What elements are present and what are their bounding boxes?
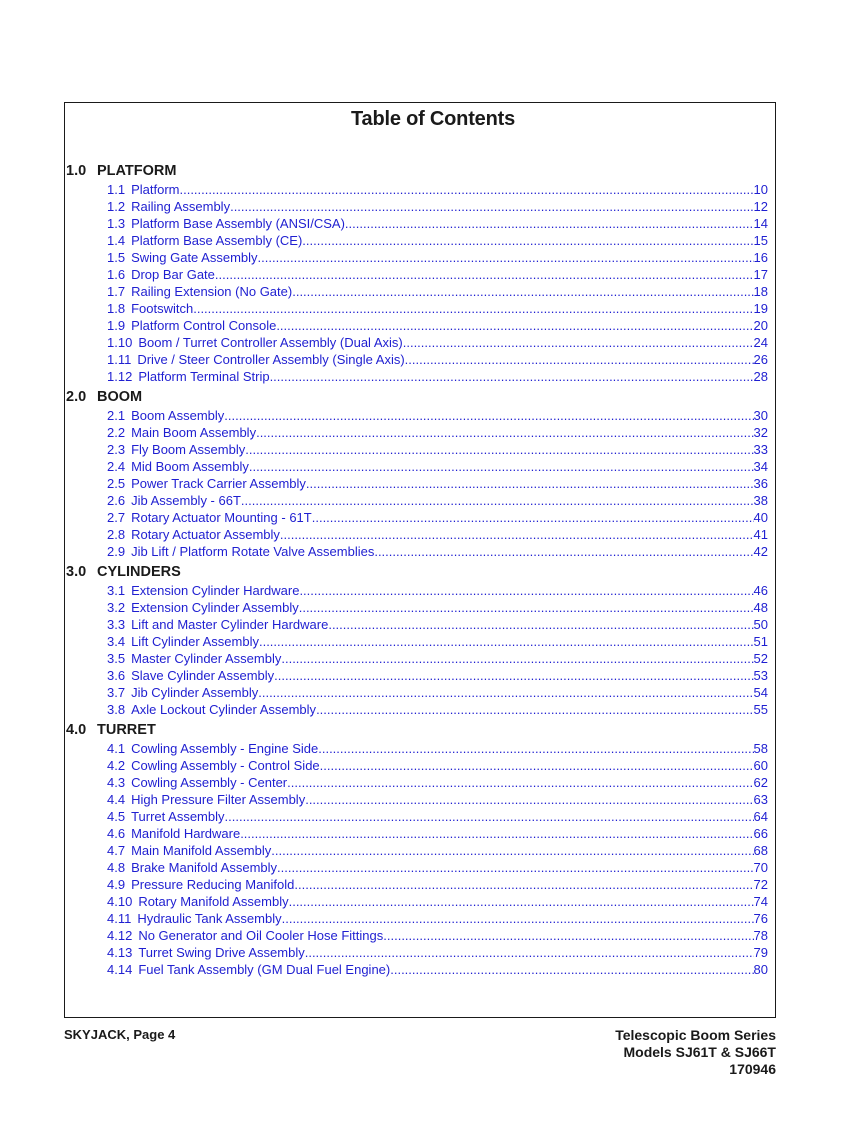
- toc-entry-text: [107, 249, 258, 266]
- dot-leader: [277, 859, 754, 876]
- toc-entry-number: 1.8: [107, 301, 126, 316]
- toc-section: [66, 389, 768, 560]
- toc-entry-number: 4.3: [107, 775, 126, 790]
- toc-entry-title: Axle Lockout Cylinder Assembly: [131, 702, 317, 717]
- toc-entry-title: Brake Manifold Assembly: [131, 860, 278, 875]
- toc-entry-number: 3.7: [107, 685, 126, 700]
- toc-entry-page: 20: [753, 318, 768, 333]
- toc-entry-link[interactable]: [66, 407, 768, 424]
- toc-entry-page: 52: [753, 651, 768, 666]
- section-number: 4.0: [66, 722, 87, 738]
- dot-leader: [403, 334, 754, 351]
- dot-leader: [276, 317, 753, 334]
- toc-entry-text: [107, 859, 277, 876]
- toc-entry-text: [107, 616, 328, 633]
- toc-entry-link[interactable]: [66, 927, 768, 944]
- toc-entry-text: [107, 774, 287, 791]
- toc-entry-number: 3.6: [107, 668, 126, 683]
- toc-entry-number: 4.8: [107, 860, 126, 875]
- dot-leader: [258, 249, 754, 266]
- toc-entry-number: 2.7: [107, 510, 126, 525]
- toc-entry-link[interactable]: [66, 701, 768, 718]
- toc-entry-page: 62: [753, 775, 768, 790]
- toc-section: [66, 722, 768, 978]
- toc-entry-text: [107, 266, 215, 283]
- toc-entry-link[interactable]: [66, 684, 768, 701]
- dot-leader: [230, 198, 753, 215]
- toc-entry-text: [107, 458, 249, 475]
- toc-entry-page: 74: [753, 894, 768, 909]
- toc-entry-page: 32: [753, 425, 768, 440]
- toc-entry-text: [107, 825, 240, 842]
- toc-entry-text: [107, 351, 405, 368]
- toc-entry-link[interactable]: [66, 543, 768, 560]
- section-title: BOOM: [97, 389, 143, 405]
- toc-entry-text: [107, 509, 312, 526]
- footer-part-number: 170946: [729, 1061, 776, 1077]
- toc-entry-text: [107, 961, 390, 978]
- toc-entry-title: Boom / Turret Controller Assembly (Dual Axis): [138, 335, 403, 350]
- toc-entry-link[interactable]: [66, 582, 768, 599]
- toc-entry-text: [107, 650, 281, 667]
- dot-leader: [299, 599, 754, 616]
- section-number: 2.0: [66, 389, 87, 405]
- toc-entry-link[interactable]: [66, 492, 768, 509]
- toc-entry-text: [107, 543, 374, 560]
- dot-leader: [225, 808, 754, 825]
- toc-entry-page: 34: [753, 459, 768, 474]
- toc-entry-title: Jib Cylinder Assembly: [131, 685, 259, 700]
- toc-entry-page: 12: [753, 199, 768, 214]
- toc-entry-title: Railing Extension (No Gate): [131, 284, 293, 299]
- dot-leader: [274, 667, 753, 684]
- dot-leader: [280, 526, 754, 543]
- toc-entry-title: Footswitch: [131, 301, 194, 316]
- toc-entry-title: Power Track Carrier Assembly: [131, 476, 306, 491]
- toc-entry-number: 4.2: [107, 758, 126, 773]
- toc-entry-page: 46: [753, 583, 768, 598]
- toc-entry-text: [107, 198, 230, 215]
- toc-entry-text: [107, 808, 225, 825]
- toc-entry-text: [107, 441, 245, 458]
- toc-entry-number: 1.11: [107, 352, 132, 367]
- dot-leader: [281, 650, 753, 667]
- dot-leader: [259, 633, 754, 650]
- dot-leader: [258, 684, 753, 701]
- toc-entry-number: 3.1: [107, 583, 126, 598]
- toc-entry-title: High Pressure Filter Assembly: [131, 792, 306, 807]
- toc-entry-number: 2.6: [107, 493, 126, 508]
- toc-entry-title: Cowling Assembly - Center: [131, 775, 288, 790]
- toc-entry-link[interactable]: [66, 351, 768, 368]
- toc-entry-link[interactable]: [66, 774, 768, 791]
- toc-entry-page: 76: [753, 911, 768, 926]
- dot-leader: [312, 509, 754, 526]
- toc-entry-title: Turret Swing Drive Assembly: [138, 945, 305, 960]
- toc-entry-text: [107, 757, 320, 774]
- dot-leader: [271, 842, 753, 859]
- dot-leader: [179, 181, 753, 198]
- toc-entry-title: Fly Boom Assembly: [131, 442, 246, 457]
- toc-entry-link[interactable]: [66, 283, 768, 300]
- toc-entry-number: 1.7: [107, 284, 126, 299]
- toc-entry-title: Mid Boom Assembly: [131, 459, 249, 474]
- dot-leader: [302, 232, 753, 249]
- toc-entry-page: 79: [753, 945, 768, 960]
- toc-entry-page: 10: [753, 182, 768, 197]
- toc-entry-title: Extension Cylinder Assembly: [131, 600, 299, 615]
- toc-entry-link[interactable]: [66, 300, 768, 317]
- toc-entry-page: 36: [753, 476, 768, 491]
- toc-entry-text: [107, 944, 305, 961]
- toc-entry-link[interactable]: [66, 424, 768, 441]
- toc-entry-title: Boom Assembly: [131, 408, 225, 423]
- toc-entry-text: [107, 876, 294, 893]
- footer-series: Telescopic Boom Series: [615, 1027, 776, 1043]
- toc-entry-number: 4.6: [107, 826, 126, 841]
- toc-entry-number: 4.4: [107, 792, 126, 807]
- toc-entry-number: 2.4: [107, 459, 126, 474]
- toc-entry-number: 4.9: [107, 877, 126, 892]
- dot-leader: [299, 582, 753, 599]
- toc-entry-page: 38: [753, 493, 768, 508]
- section-entries: [66, 407, 768, 560]
- toc-entry-title: Platform Terminal Strip: [138, 369, 270, 384]
- toc-entry-link[interactable]: [66, 961, 768, 978]
- toc-entry-title: Jib Lift / Platform Rotate Valve Assemblies: [131, 544, 375, 559]
- toc-entry-title: Railing Assembly: [131, 199, 231, 214]
- toc-entry-number: 3.3: [107, 617, 126, 632]
- toc-entry-number: 4.11: [107, 911, 132, 926]
- toc-entry-text: [107, 633, 259, 650]
- toc-entry-link[interactable]: [66, 808, 768, 825]
- toc-entry-link[interactable]: [66, 215, 768, 232]
- dot-leader: [383, 927, 753, 944]
- toc-entry-text: [107, 232, 302, 249]
- dot-leader: [318, 740, 753, 757]
- dot-leader: [240, 825, 753, 842]
- toc-entry-text: [107, 893, 289, 910]
- toc-entry-number: 2.3: [107, 442, 126, 457]
- toc-entry-page: 42: [753, 544, 768, 559]
- toc-entry-page: 41: [753, 527, 768, 542]
- toc-entry-title: Extension Cylinder Hardware: [131, 583, 300, 598]
- toc-entry-link[interactable]: [66, 650, 768, 667]
- section-heading: [66, 722, 768, 739]
- toc-entry-page: 80: [753, 962, 768, 977]
- dot-leader: [374, 543, 753, 560]
- dot-leader: [390, 961, 753, 978]
- toc-entry-text: [107, 667, 274, 684]
- toc-entry-text: [107, 582, 299, 599]
- toc-entry-title: Cowling Assembly - Control Side: [131, 758, 320, 773]
- dot-leader: [249, 458, 754, 475]
- toc-entry-page: 14: [753, 216, 768, 231]
- toc-entry-number: 4.14: [107, 962, 133, 977]
- toc-entry-link[interactable]: [66, 334, 768, 351]
- toc-entry-text: [107, 407, 224, 424]
- toc-entry-title: Platform Base Assembly (ANSI/CSA): [131, 216, 345, 231]
- toc-entry-page: 54: [753, 685, 768, 700]
- toc-entry-page: 72: [753, 877, 768, 892]
- toc-entry-title: Swing Gate Assembly: [131, 250, 258, 265]
- toc-entry-page: 24: [753, 335, 768, 350]
- dot-leader: [316, 701, 753, 718]
- toc-entry-title: Drop Bar Gate: [131, 267, 215, 282]
- toc-entry-link[interactable]: [66, 526, 768, 543]
- toc-entry-title: Jib Assembly - 66T: [131, 493, 241, 508]
- toc-entry-link[interactable]: [66, 944, 768, 961]
- toc-entry-number: 2.8: [107, 527, 126, 542]
- dot-leader: [305, 944, 754, 961]
- dot-leader: [292, 283, 753, 300]
- toc-entry-link[interactable]: [66, 842, 768, 859]
- toc-entry-page: 51: [753, 634, 768, 649]
- toc-entry-page: 28: [753, 369, 768, 384]
- toc-entry-title: Pressure Reducing Manifold: [131, 877, 295, 892]
- dot-leader: [305, 791, 753, 808]
- toc-entry-title: Lift Cylinder Assembly: [131, 634, 259, 649]
- toc-entry-link[interactable]: [66, 249, 768, 266]
- toc-entry-page: 63: [753, 792, 768, 807]
- toc-entry-link[interactable]: [66, 458, 768, 475]
- toc-entry-link[interactable]: [66, 368, 768, 385]
- toc-entry-page: 64: [753, 809, 768, 824]
- toc-section: [66, 564, 768, 718]
- toc-entry-text: [107, 927, 383, 944]
- toc-entry-link[interactable]: [66, 910, 768, 927]
- toc-entry-number: 1.10: [107, 335, 133, 350]
- toc-entry-title: Master Cylinder Assembly: [131, 651, 282, 666]
- toc-entry-title: Rotary Actuator Assembly: [131, 527, 280, 542]
- toc-entry-text: [107, 368, 270, 385]
- toc-entry-page: 19: [753, 301, 768, 316]
- toc-entry-title: Rotary Actuator Mounting - 61T: [131, 510, 312, 525]
- toc-entry-page: 68: [753, 843, 768, 858]
- toc-entry-link[interactable]: [66, 791, 768, 808]
- section-heading: [66, 163, 768, 180]
- toc-entry-number: 4.7: [107, 843, 126, 858]
- dot-leader: [256, 424, 753, 441]
- toc-entry-number: 1.2: [107, 199, 126, 214]
- footer-document-info: [615, 1027, 776, 1078]
- toc-entry-link[interactable]: [66, 266, 768, 283]
- dot-leader: [193, 300, 753, 317]
- toc-entry-link[interactable]: [66, 509, 768, 526]
- toc-entry-link[interactable]: [66, 232, 768, 249]
- section-entries: [66, 181, 768, 385]
- toc-entry-title: Turret Assembly: [131, 809, 225, 824]
- toc-entry-text: [107, 283, 292, 300]
- toc-entry-title: Lift and Master Cylinder Hardware: [131, 617, 329, 632]
- dot-leader: [320, 757, 754, 774]
- toc-entry-number: 1.5: [107, 250, 126, 265]
- toc-entry-link[interactable]: [66, 475, 768, 492]
- toc-entry-title: Fuel Tank Assembly (GM Dual Fuel Engine): [138, 962, 391, 977]
- section-title: CYLINDERS: [97, 564, 181, 580]
- toc-entry-number: 2.5: [107, 476, 126, 491]
- toc-entry-title: Main Manifold Assembly: [131, 843, 272, 858]
- dot-leader: [289, 893, 754, 910]
- toc-entry-number: 3.4: [107, 634, 126, 649]
- section-title: TURRET: [97, 722, 156, 738]
- toc-entry-number: 2.1: [107, 408, 126, 423]
- toc-entry-text: [107, 526, 280, 543]
- toc-entry-page: 33: [753, 442, 768, 457]
- dot-leader: [224, 407, 753, 424]
- toc-entry-text: [107, 701, 316, 718]
- toc-entry-number: 1.6: [107, 267, 126, 282]
- toc-entry-title: Platform Base Assembly (CE): [131, 233, 303, 248]
- toc-entry-text: [107, 842, 271, 859]
- toc-entry-number: 4.10: [107, 894, 133, 909]
- toc-entry-number: 1.9: [107, 318, 126, 333]
- toc-entry-title: Hydraulic Tank Assembly: [137, 911, 282, 926]
- toc-entry-text: [107, 334, 403, 351]
- dot-leader: [405, 351, 754, 368]
- toc-entry-text: [107, 910, 282, 927]
- dot-leader: [215, 266, 754, 283]
- section-number: 3.0: [66, 564, 87, 580]
- toc-entry-page: 26: [753, 352, 768, 367]
- toc-entry-link[interactable]: [66, 317, 768, 334]
- page-title: Table of Contents: [350, 108, 515, 130]
- toc-entry-text: [107, 475, 306, 492]
- toc-entry-number: 3.2: [107, 600, 126, 615]
- toc-entry-link[interactable]: [66, 757, 768, 774]
- dot-leader: [328, 616, 753, 633]
- toc-entry-text: [107, 492, 241, 509]
- toc-entry-page: 78: [753, 928, 768, 943]
- toc-entry-text: [107, 317, 276, 334]
- toc-entry-number: 2.2: [107, 425, 126, 440]
- toc-entry-link[interactable]: [66, 198, 768, 215]
- section-entries: [66, 740, 768, 978]
- toc-entry-number: 4.5: [107, 809, 126, 824]
- toc-entry-title: Cowling Assembly - Engine Side: [131, 741, 319, 756]
- toc-entry-link[interactable]: [66, 859, 768, 876]
- toc-entry-page: 18: [753, 284, 768, 299]
- footer-page-label: SKYJACK, Page 4: [64, 1027, 176, 1042]
- toc-entry-link[interactable]: [66, 876, 768, 893]
- section-title: PLATFORM: [97, 163, 177, 179]
- toc-entry-number: 4.12: [107, 928, 133, 943]
- toc-entry-page: 53: [753, 668, 768, 683]
- toc-entry-number: 4.13: [107, 945, 133, 960]
- toc-entry-number: 1.4: [107, 233, 126, 248]
- section-heading: [66, 389, 768, 406]
- toc-entry-page: 17: [753, 267, 768, 282]
- toc-entry-text: [107, 740, 318, 757]
- toc-entry-page: 58: [753, 741, 768, 756]
- toc-entry-number: 1.3: [107, 216, 126, 231]
- dot-leader: [245, 441, 753, 458]
- toc-entry-text: [107, 215, 345, 232]
- toc-entry-number: 3.8: [107, 702, 126, 717]
- toc-entry-title: Rotary Manifold Assembly: [138, 894, 289, 909]
- toc-entry-page: 66: [753, 826, 768, 841]
- toc-entry-link[interactable]: [66, 181, 768, 198]
- toc-entry-page: 60: [753, 758, 768, 773]
- toc-entry-number: 2.9: [107, 544, 126, 559]
- footer-models: Models SJ61T & SJ66T: [623, 1044, 776, 1060]
- toc-entry-title: No Generator and Oil Cooler Hose Fittings: [138, 928, 384, 943]
- toc-entry-text: [107, 599, 299, 616]
- toc-entry-number: 4.1: [107, 741, 126, 756]
- toc-entry-link[interactable]: [66, 633, 768, 650]
- toc-entry-page: 16: [753, 250, 768, 265]
- toc-entry-title: Manifold Hardware: [131, 826, 241, 841]
- section-entries: [66, 582, 768, 718]
- dot-leader: [306, 475, 754, 492]
- dot-leader: [282, 910, 754, 927]
- dot-leader: [345, 215, 754, 232]
- toc-entry-title: Main Boom Assembly: [131, 425, 257, 440]
- toc-entry-page: 40: [753, 510, 768, 525]
- toc-entry-number: 1.1: [107, 182, 126, 197]
- toc-entry-page: 30: [753, 408, 768, 423]
- toc-entry-title: Platform: [131, 182, 180, 197]
- toc-entry-link[interactable]: [66, 667, 768, 684]
- toc-entry-title: Platform Control Console: [131, 318, 277, 333]
- toc-entry-title: Slave Cylinder Assembly: [131, 668, 275, 683]
- dot-leader: [294, 876, 753, 893]
- toc-entry-page: 48: [753, 600, 768, 615]
- toc-entry-text: [107, 300, 193, 317]
- toc-entry-text: [107, 424, 256, 441]
- toc-entry-link[interactable]: [66, 616, 768, 633]
- toc-entry-title: Drive / Steer Controller Assembly (Single Axis): [137, 352, 405, 367]
- toc-entry-text: [107, 791, 305, 808]
- toc-entry-number: 1.12: [107, 369, 133, 384]
- toc-entry-page: 50: [753, 617, 768, 632]
- toc-entry-text: [107, 684, 258, 701]
- section-number: 1.0: [66, 163, 87, 179]
- toc-entry-page: 70: [753, 860, 768, 875]
- dot-leader: [287, 774, 753, 791]
- toc-entry-link[interactable]: [66, 825, 768, 842]
- toc-entry-page: 15: [753, 233, 768, 248]
- table-of-contents: [66, 163, 768, 982]
- dot-leader: [241, 492, 754, 509]
- section-heading: [66, 564, 768, 581]
- dot-leader: [270, 368, 754, 385]
- toc-entry-link[interactable]: [66, 599, 768, 616]
- toc-entry-number: 3.5: [107, 651, 126, 666]
- toc-entry-page: 55: [753, 702, 768, 717]
- toc-entry-link[interactable]: [66, 893, 768, 910]
- toc-entry-link[interactable]: [66, 740, 768, 757]
- toc-section: [66, 163, 768, 385]
- toc-entry-text: [107, 181, 179, 198]
- toc-entry-link[interactable]: [66, 441, 768, 458]
